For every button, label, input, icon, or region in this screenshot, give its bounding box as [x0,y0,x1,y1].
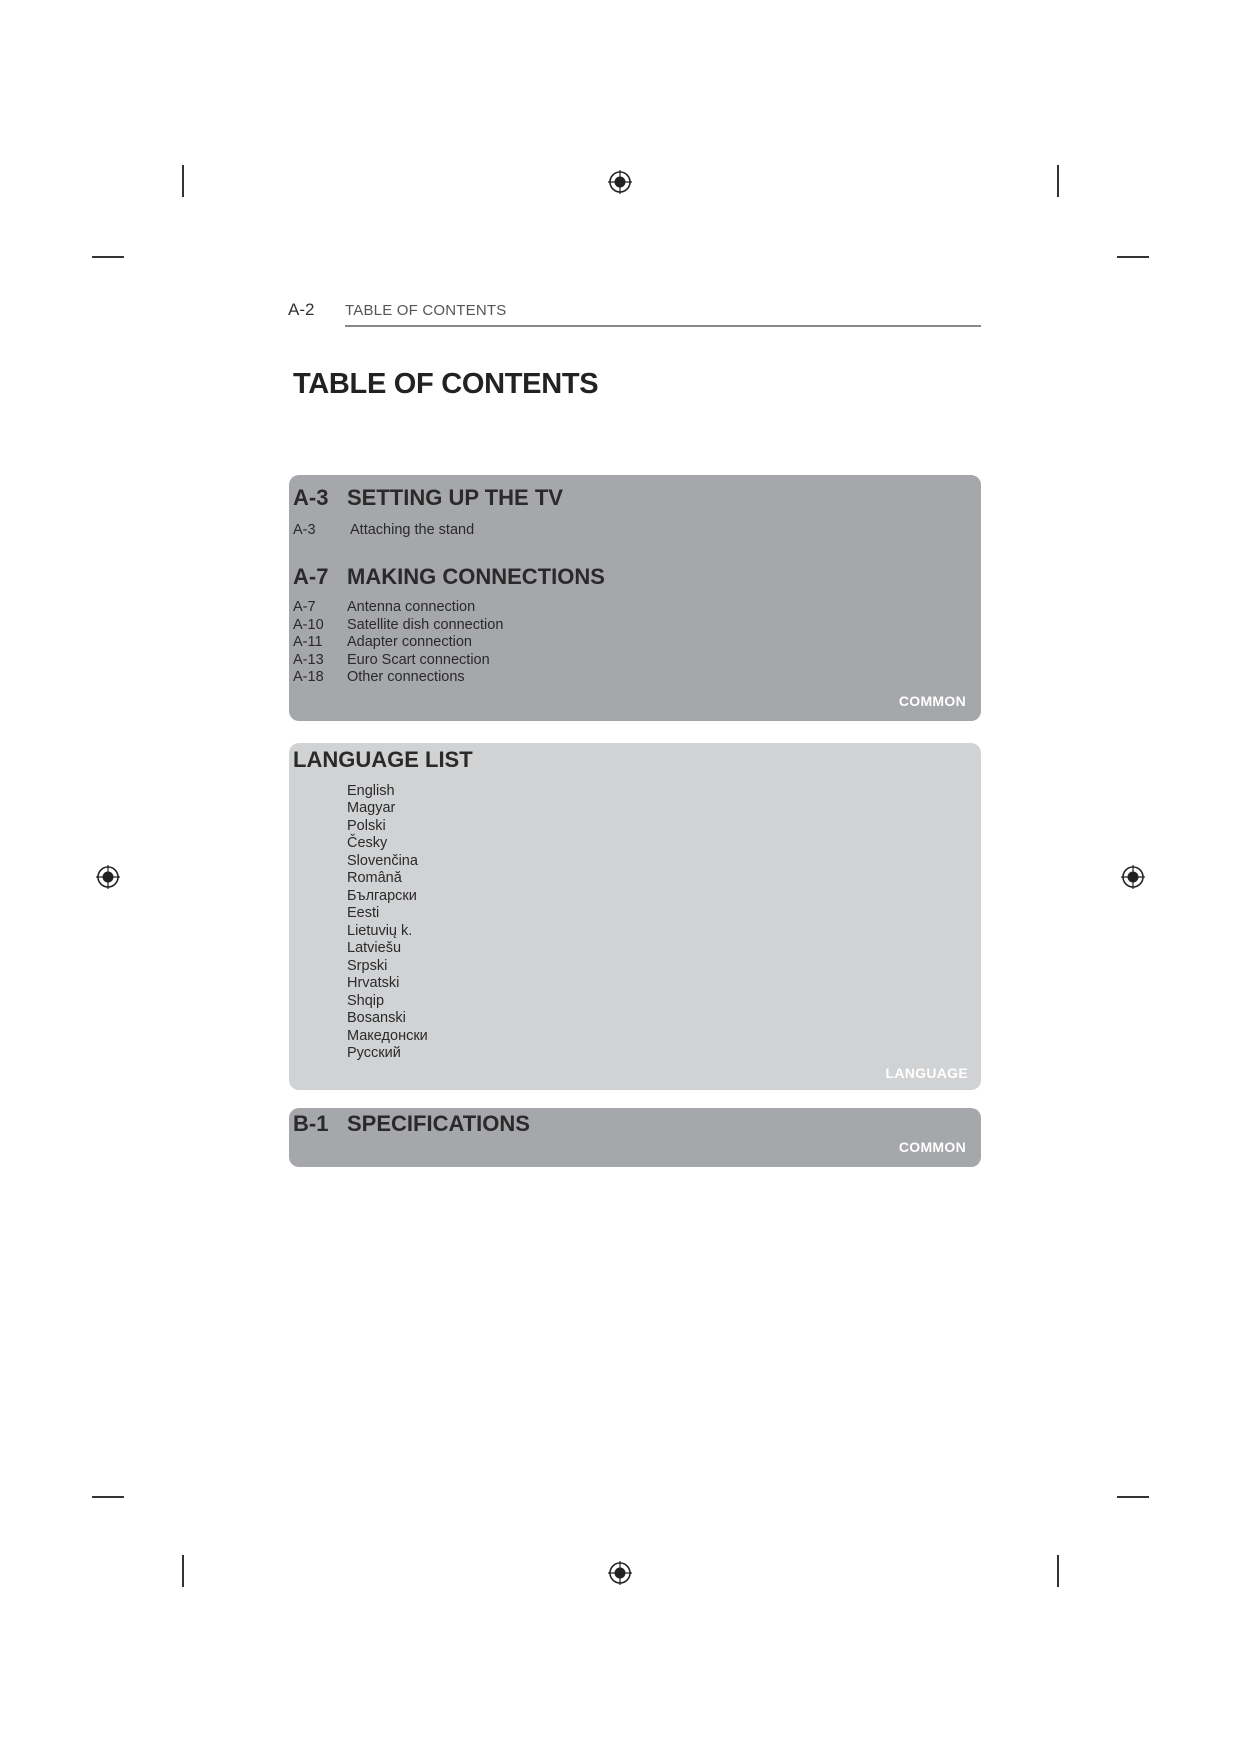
language-item[interactable]: Русский [347,1045,401,1061]
crop-mark [92,1496,124,1498]
panel-tag: COMMON [898,693,966,709]
entry-text: Attaching the stand [350,522,475,538]
spec-panel [289,1108,981,1167]
registration-mark-icon [1121,865,1145,889]
entry-page: A-10 [293,617,324,633]
language-item[interactable]: Latviešu [347,940,402,956]
page-number: A-2 [288,300,315,319]
entry-page: A-18 [293,669,324,685]
crop-mark [1057,1555,1059,1587]
section-heading[interactable] [293,1111,530,1137]
crop-mark [1117,1496,1149,1498]
language-item[interactable]: Eesti [347,905,380,921]
language-item[interactable]: Česky [347,835,388,851]
crop-mark [92,256,124,258]
crop-mark [182,1555,184,1587]
page-title: TABLE OF CONTENTS [293,368,599,400]
panel-tag: COMMON [898,1139,966,1155]
registration-mark-icon [608,170,632,194]
entry-text: Satellite dish connection [347,617,504,633]
section-heading[interactable] [293,564,605,590]
toc-entry[interactable] [293,634,472,650]
toc-entry[interactable] [293,652,490,668]
section-title: SPECIFICATIONS [347,1111,530,1136]
language-item[interactable]: Български [347,888,417,904]
section-page: A-7 [293,564,329,589]
entry-page: A-7 [293,599,316,615]
crop-mark [1057,165,1059,197]
language-item[interactable]: Shqip [347,993,385,1009]
language-item[interactable]: Magyar [347,800,396,816]
language-item[interactable]: Hrvatski [347,975,400,991]
section-heading[interactable] [293,485,563,511]
toc-entry[interactable] [293,522,474,538]
entry-text: Adapter connection [347,634,472,650]
crop-mark [182,165,184,197]
language-item[interactable]: Română [347,870,402,886]
language-item[interactable]: Slovenčina [347,853,418,869]
section-page: B-1 [293,1111,329,1136]
running-header: TABLE OF CONTENTS [345,302,507,319]
entry-text: Antenna connection [347,599,476,615]
entry-page: A-3 [293,522,316,538]
language-item[interactable]: Bosanski [347,1010,406,1026]
registration-mark-icon [608,1561,632,1585]
language-panel [289,743,981,1090]
toc-entry[interactable] [293,669,465,685]
toc-entry[interactable] [293,599,475,615]
language-item[interactable]: Македонски [347,1028,428,1044]
section-page: A-3 [293,485,329,510]
crop-mark [1117,256,1149,258]
section-title: MAKING CONNECTIONS [347,564,605,589]
panel-tag: LANGUAGE [885,1065,968,1081]
language-item[interactable]: Polski [347,818,386,834]
entry-text: Euro Scart connection [347,652,490,668]
entry-text: Other connections [347,669,465,685]
registration-mark-icon [96,865,120,889]
toc-entry[interactable] [293,617,503,633]
section-title[interactable]: LANGUAGE LIST [293,747,473,772]
entry-page: A-13 [293,652,324,668]
entry-page: A-11 [293,634,323,650]
language-item[interactable]: English [347,783,395,799]
language-item[interactable]: Srpski [347,958,388,974]
common-panel [289,475,981,721]
language-item[interactable]: Lietuvių k. [347,923,413,939]
section-title: SETTING UP THE TV [347,485,563,510]
header-rule [345,325,981,327]
